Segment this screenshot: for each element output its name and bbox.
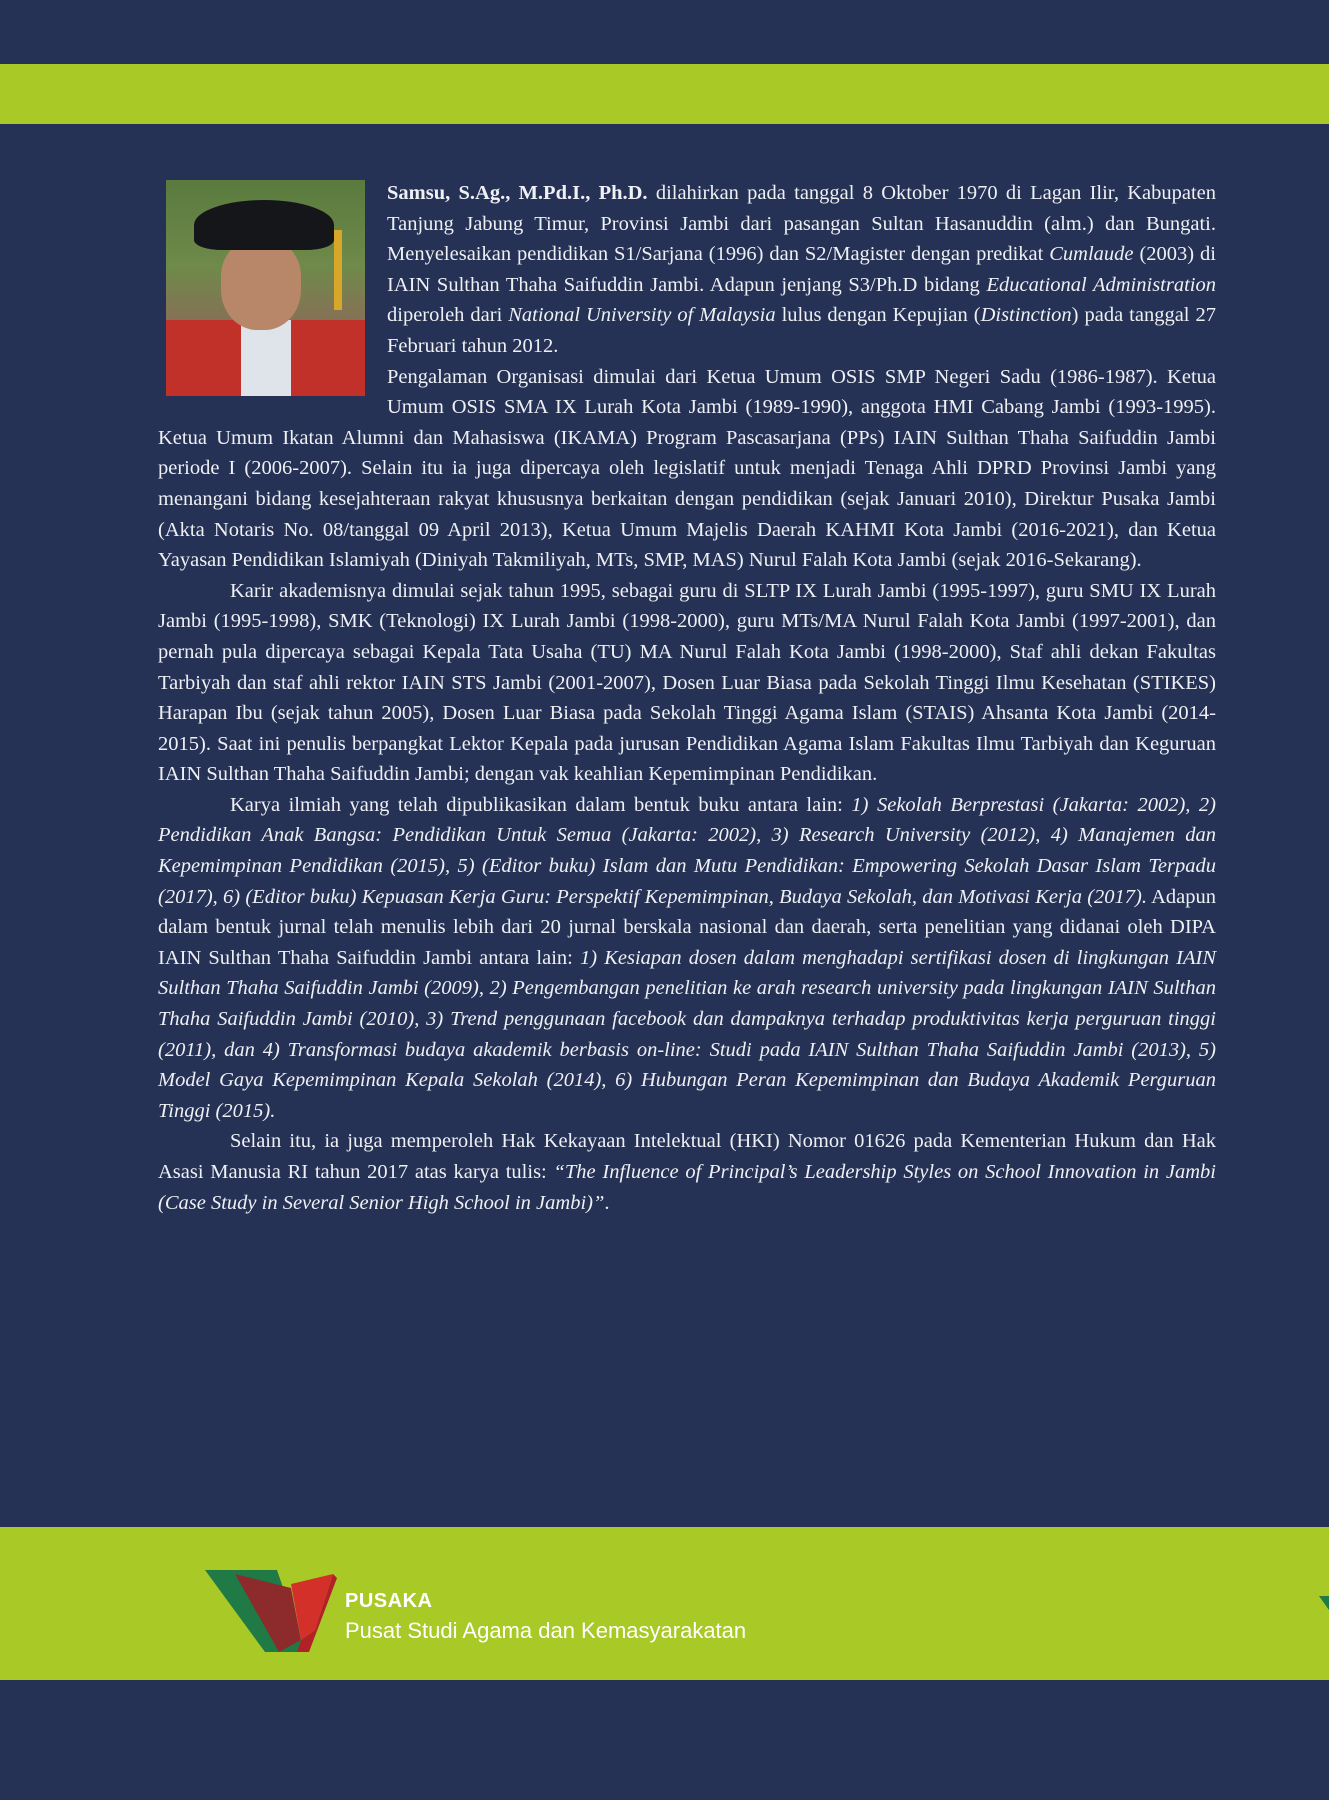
bio-paragraph-5: Selain itu, ia juga memperoleh Hak Kekayaan Intelektual (HKI) Nomor 01626 pada Kementerian Hukum dan Hak Asasi Manusia RI tahun 2017 atas karya tulis: “The Influence of Principal’s Leadership Styles on School Innovation in Jambi (Case Study in Several Senior High School in Jambi)”. xyxy=(158,1130,1217,1214)
author-photo xyxy=(166,180,365,396)
top-green-band xyxy=(0,64,1329,124)
bio-paragraph-2: Pengalaman Organisasi dimulai dari Ketua Umum OSIS SMP Negeri Sadu (1986-1987). Ketua Umum OSIS SMA IX Lurah Kota Jambi (1989-1990), anggota HMI Cabang Jambi (1993-1995). Ketua Umum Ikatan Alumni dan Mahasiswa (IKAMA) Program Pascasarjana (PPs) IAIN Sulthan Thaha Saifuddin Jambi periode I (2006-2007). Selain itu ia juga dipercaya oleh legislatif untuk menjadi Tenaga Ahli DPRD Provinsi Jambi yang menangani bidang kesejahteraan rakyat khususnya berkaitan dengan pendidikan (sejak Januari 2010), Direktur Pusaka Jambi (Akta Notaris No. 08/tanggal 09 April 2013), Ketua Umum Majelis Daerah KAHMI Kota Jambi (2016-2021), dan Ketua Yayasan Pendidikan Islamiyah (Diniyah Takmiliyah, MTs, SMP, MAS) Nurul Falah Kota Jambi (sejak 2016-Sekarang). xyxy=(158,365,1216,572)
author-biography xyxy=(158,178,1216,1218)
publisher-name: PUSAKA xyxy=(345,1590,433,1612)
bio-paragraph-3: Karir akademisnya dimulai sejak tahun 1995, sebagai guru di SLTP IX Lurah Jambi (1995-1997), guru SMU IX Lurah Jambi (1995-1998), SMK (Teknologi) IX Lurah Jambi (1998-2000), guru MTs/MA Nurul Falah Kota Jambi (1997-2001), dan pernah pula dipercaya sebagai Kepala Tata Usaha (TU) MA Nurul Falah Kota Jambi (1998-2000), Staf ahli dekan Fakultas Tarbiyah dan staf ahli rektor IAIN STS Jambi (2001-2007), Dosen Luar Biasa pada Sekolah Tinggi Ilmu Kesehatan (STIKES) Harapan Ibu (sejak tahun 2005), Dosen Luar Biasa pada Sekolah Tinggi Agama Islam (STAIS) Ahsanta Kota Jambi (2014-2015). Saat ini penulis berpangkat Lektor Kepala pada jurusan Pendidikan Agama Islam Fakultas Ilmu Tarbiyah dan Keguruan IAIN Sulthan Thaha Saifuddin Jambi; dengan vak keahlian Kepemimpinan Pendidikan. xyxy=(158,579,1216,786)
publisher-tagline: Pusat Studi Agama dan Kemasyarakatan xyxy=(345,1618,747,1643)
edge-triangle-icon xyxy=(1319,1596,1329,1610)
bottom-green-band xyxy=(0,1527,1329,1680)
bio-paragraph-4: Karya ilmiah yang telah dipublikasikan dalam bentuk buku antara lain: 1) Sekolah Berprestasi (Jakarta: 2002), 2) Pendidikan Anak Bangsa: Pendidikan Untuk Semua (Jakarta: 2002), 3) Research University (2012), 4) Manajemen dan Kepemimpinan Pendidikan (2015), 5) (Editor buku) Islam dan Mutu Pendidikan: Empowering Sekolah Dasar Islam Terpadu (2017), 6) (Editor buku) Kepuasan Kerja Guru: Perspektif Kepemimpinan, Budaya Sekolah, dan Motivasi Kerja (2017). Adapun dalam bentuk jurnal telah menulis lebih dari 20 jurnal berskala nasional dan daerah, serta penelitian yang didanai oleh DIPA IAIN Sulthan Thaha Saifuddin Jambi antara lain: 1) Kesiapan dosen dalam menghadapi sertifikasi dosen di lingkungan IAIN Sulthan Thaha Saifuddin Jambi (2009), 2) Pengembangan penelitian ke arah research university pada lingkungan IAIN Sulthan Thaha Saifuddin Jambi (2010), 3) Trend penggunaan facebook dan dampaknya terhadap produktivitas kerja perguruan tinggi (2011), dan 4) Transformasi budaya akademik berbasis on-line: Studi pada IAIN Sulthan Thaha Saifuddin Jambi (2013), 5) Model Gaya Kepemimpinan Kepala Sekolah (2014), 6) Hubungan Peran Kepemimpinan dan Budaya Akademik Perguruan Tinggi (2015). xyxy=(158,793,1217,1122)
bio-paragraph-1: Samsu, S.Ag., M.Pd.I., Ph.D. dilahirkan pada tanggal 8 Oktober 1970 di Lagan Ilir, Kabupaten Tanjung Jabung Timur, Provinsi Jambi dari pasangan Sultan Hasanuddin (alm.) dan Bungati. Menyelesaikan pendidikan S1/Sarjana (1996) dan S2/Magister dengan predikat Cumlaude (2003) di IAIN Sulthan Thaha Saifuddin Jambi. Adapun jenjang S3/Ph.D bidang Educational Administration diperoleh dari National University of Malaysia lulus dengan Kepujian (Distinction) pada tanggal 27 Februari tahun 2012. xyxy=(387,182,1216,357)
pusaka-logo-icon xyxy=(205,1570,337,1652)
